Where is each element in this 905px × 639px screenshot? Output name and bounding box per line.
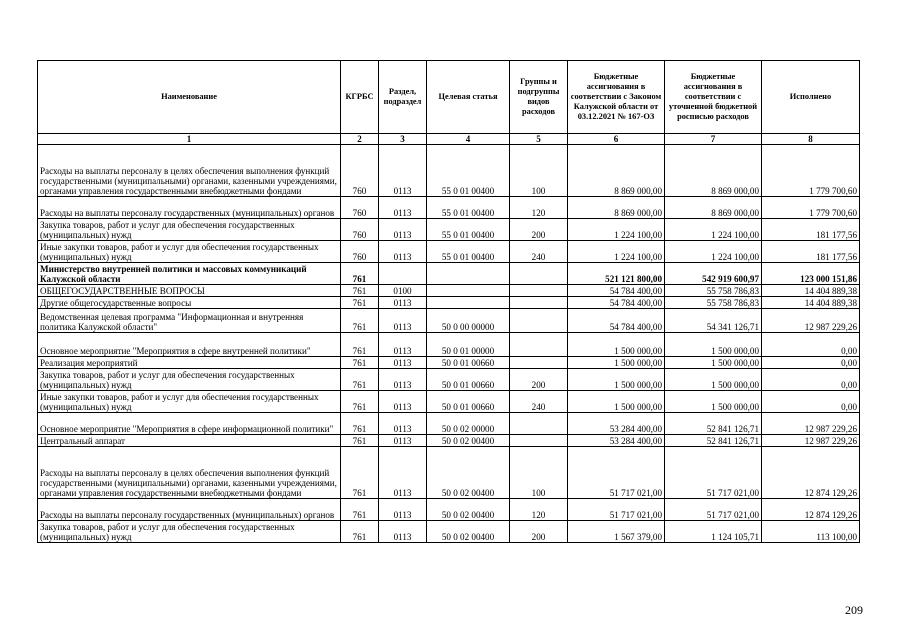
table-row	[38, 309, 860, 333]
law-allocation-cell: 53 284 400,00	[568, 435, 665, 447]
table-row	[38, 241, 860, 263]
executed-cell: 12 874 129,26	[762, 499, 860, 521]
section-cell: 0113	[379, 309, 427, 333]
expense-group-cell: 100	[510, 447, 568, 499]
kgrbs-cell: 761	[341, 499, 379, 521]
target-article-cell: 50 0 02 00400	[427, 521, 510, 543]
law-allocation-cell: 1 224 100,00	[568, 219, 665, 241]
column-number: 5	[510, 134, 568, 145]
section-cell: 0113	[379, 521, 427, 543]
expense-group-cell: 100	[510, 145, 568, 197]
table-row	[38, 297, 860, 309]
law-allocation-cell: 1 500 000,00	[568, 369, 665, 391]
kgrbs-cell: 761	[341, 333, 379, 357]
revised-allocation-cell: 55 758 786,83	[665, 297, 762, 309]
row-name-cell: Иные закупки товаров, работ и услуг для обеспечения государственных (муниципальных) нужд	[38, 391, 341, 413]
section-cell: 0113	[379, 145, 427, 197]
table-body	[38, 145, 860, 543]
column-number: 3	[379, 134, 427, 145]
expense-group-cell	[510, 297, 568, 309]
target-article-cell	[427, 285, 510, 297]
row-name-cell: Реализация мероприятий	[38, 357, 341, 369]
table-row	[38, 369, 860, 391]
header-law-allocations: Бюджетные ассигнования в соответствии с Законом Калужской области от 03.12.2021 № 167-ОЗ	[568, 61, 665, 134]
kgrbs-cell: 761	[341, 521, 379, 543]
kgrbs-cell: 761	[341, 435, 379, 447]
expense-group-cell: 240	[510, 391, 568, 413]
kgrbs-cell: 761	[341, 297, 379, 309]
expense-group-cell: 200	[510, 219, 568, 241]
executed-cell: 0,00	[762, 357, 860, 369]
row-name-cell: Расходы на выплаты персоналу государственных (муниципальных) органов	[38, 499, 341, 521]
header-name: Наименование	[38, 61, 341, 134]
executed-cell: 1 779 700,60	[762, 145, 860, 197]
target-article-cell: 50 0 01 00000	[427, 333, 510, 357]
law-allocation-cell: 1 500 000,00	[568, 357, 665, 369]
target-article-cell: 55 0 01 00400	[427, 197, 510, 219]
executed-cell: 181 177,56	[762, 219, 860, 241]
row-name-cell: Ведомственная целевая программа "Информационная и внутренняя политика Калужской области"	[38, 309, 341, 333]
law-allocation-cell: 8 869 000,00	[568, 145, 665, 197]
kgrbs-cell: 760	[341, 145, 379, 197]
table-row	[38, 285, 860, 297]
target-article-cell: 50 0 02 00400	[427, 447, 510, 499]
section-cell: 0113	[379, 241, 427, 263]
kgrbs-cell: 761	[341, 391, 379, 413]
row-name-cell: Основное мероприятие "Мероприятия в сфере внутренней политики"	[38, 333, 341, 357]
executed-cell: 181 177,56	[762, 241, 860, 263]
revised-allocation-cell: 55 758 786,83	[665, 285, 762, 297]
section-cell: 0113	[379, 369, 427, 391]
law-allocation-cell: 53 284 400,00	[568, 413, 665, 435]
revised-allocation-cell: 1 224 100,00	[665, 219, 762, 241]
kgrbs-cell: 761	[341, 309, 379, 333]
expense-group-cell	[510, 309, 568, 333]
row-name-cell: Иные закупки товаров, работ и услуг для обеспечения государственных (муниципальных) нужд	[38, 241, 341, 263]
table-row	[38, 447, 860, 499]
law-allocation-cell: 51 717 021,00	[568, 447, 665, 499]
header-target-article: Целевая статья	[427, 61, 510, 134]
expense-group-cell	[510, 285, 568, 297]
revised-allocation-cell: 1 500 000,00	[665, 369, 762, 391]
law-allocation-cell: 521 121 800,00	[568, 263, 665, 285]
row-name-cell: Расходы на выплаты персоналу государственных (муниципальных) органов	[38, 197, 341, 219]
executed-cell: 12 987 229,26	[762, 435, 860, 447]
executed-cell: 1 779 700,60	[762, 197, 860, 219]
law-allocation-cell: 1 500 000,00	[568, 333, 665, 357]
law-allocation-cell: 1 500 000,00	[568, 391, 665, 413]
table-row	[38, 521, 860, 543]
executed-cell: 14 404 889,38	[762, 297, 860, 309]
section-cell: 0113	[379, 333, 427, 357]
section-cell: 0113	[379, 391, 427, 413]
kgrbs-cell: 761	[341, 285, 379, 297]
header-revised-allocations: Бюджетные ассигнования в соответствии с уточненной бюджетной росписью расходов	[665, 61, 762, 134]
revised-allocation-cell: 8 869 000,00	[665, 197, 762, 219]
target-article-cell: 50 0 02 00000	[427, 413, 510, 435]
revised-allocation-cell: 54 341 126,71	[665, 309, 762, 333]
executed-cell: 12 874 129,26	[762, 447, 860, 499]
target-article-cell: 50 0 01 00660	[427, 357, 510, 369]
table-row	[38, 219, 860, 241]
column-number: 2	[341, 134, 379, 145]
section-cell: 0113	[379, 357, 427, 369]
section-cell: 0113	[379, 197, 427, 219]
page-number: 209	[845, 603, 863, 617]
header-section: Раздел, подраздел	[379, 61, 427, 134]
section-cell: 0113	[379, 297, 427, 309]
law-allocation-cell: 51 717 021,00	[568, 499, 665, 521]
target-article-cell: 50 0 02 00400	[427, 435, 510, 447]
header-expense-group: Группы и подгруппы видов расходов	[510, 61, 568, 134]
law-allocation-cell: 1 567 379,00	[568, 521, 665, 543]
target-article-cell: 55 0 01 00400	[427, 145, 510, 197]
table-row	[38, 391, 860, 413]
target-article-cell: 50 0 01 00660	[427, 391, 510, 413]
table-row	[38, 197, 860, 219]
expense-group-cell	[510, 263, 568, 285]
revised-allocation-cell: 1 124 105,71	[665, 521, 762, 543]
revised-allocation-cell: 1 500 000,00	[665, 333, 762, 357]
row-name-cell: Закупка товаров, работ и услуг для обеспечения государственных (муниципальных) нужд	[38, 219, 341, 241]
row-name-cell: Основное мероприятие "Мероприятия в сфере информационной политики"	[38, 413, 341, 435]
revised-allocation-cell: 1 224 100,00	[665, 241, 762, 263]
expense-group-cell: 120	[510, 197, 568, 219]
expense-group-cell	[510, 333, 568, 357]
target-article-cell: 50 0 00 00000	[427, 309, 510, 333]
section-cell: 0100	[379, 285, 427, 297]
revised-allocation-cell: 52 841 126,71	[665, 435, 762, 447]
budget-table	[37, 60, 860, 543]
section-cell: 0113	[379, 219, 427, 241]
law-allocation-cell: 8 869 000,00	[568, 197, 665, 219]
column-number-row	[38, 134, 860, 145]
revised-allocation-cell: 51 717 021,00	[665, 499, 762, 521]
table-row	[38, 333, 860, 357]
expense-group-cell	[510, 413, 568, 435]
revised-allocation-cell: 51 717 021,00	[665, 447, 762, 499]
executed-cell: 12 987 229,26	[762, 309, 860, 333]
header-row	[38, 61, 860, 134]
law-allocation-cell: 54 784 400,00	[568, 309, 665, 333]
target-article-cell: 50 0 02 00400	[427, 499, 510, 521]
kgrbs-cell: 761	[341, 413, 379, 435]
kgrbs-cell: 760	[341, 197, 379, 219]
header-executed: Исполнено	[762, 61, 860, 134]
target-article-cell: 55 0 01 00400	[427, 241, 510, 263]
row-name-cell: Закупка товаров, работ и услуг для обеспечения государственных (муниципальных) нужд	[38, 369, 341, 391]
revised-allocation-cell: 1 500 000,00	[665, 391, 762, 413]
kgrbs-cell: 761	[341, 357, 379, 369]
kgrbs-cell: 761	[341, 263, 379, 285]
revised-allocation-cell: 8 869 000,00	[665, 145, 762, 197]
law-allocation-cell: 54 784 400,00	[568, 285, 665, 297]
executed-cell: 0,00	[762, 391, 860, 413]
table-row	[38, 145, 860, 197]
expense-group-cell	[510, 357, 568, 369]
table-row	[38, 263, 860, 285]
row-name-cell: Центральный аппарат	[38, 435, 341, 447]
law-allocation-cell: 54 784 400,00	[568, 297, 665, 309]
row-name-cell: Другие общегосударственные вопросы	[38, 297, 341, 309]
kgrbs-cell: 760	[341, 241, 379, 263]
table-row	[38, 499, 860, 521]
table-row	[38, 413, 860, 435]
revised-allocation-cell: 52 841 126,71	[665, 413, 762, 435]
kgrbs-cell: 761	[341, 369, 379, 391]
executed-cell: 0,00	[762, 333, 860, 357]
column-number: 1	[38, 134, 341, 145]
section-cell: 0113	[379, 435, 427, 447]
target-article-cell	[427, 297, 510, 309]
header-kgrbs: КГРБС	[341, 61, 379, 134]
expense-group-cell: 200	[510, 369, 568, 391]
kgrbs-cell: 760	[341, 219, 379, 241]
expense-group-cell: 120	[510, 499, 568, 521]
row-name-cell: Министерство внутренней политики и массовых коммуникаций Калужской области	[38, 263, 341, 285]
table-row	[38, 435, 860, 447]
section-cell	[379, 263, 427, 285]
expense-group-cell: 240	[510, 241, 568, 263]
executed-cell: 123 000 151,86	[762, 263, 860, 285]
executed-cell: 113 100,00	[762, 521, 860, 543]
executed-cell: 0,00	[762, 369, 860, 391]
row-name-cell: ОБЩЕГОСУДАРСТВЕННЫЕ ВОПРОСЫ	[38, 285, 341, 297]
row-name-cell: Расходы на выплаты персоналу в целях обеспечения выполнения функций государственными (муниципальными) органами, казенными учреждениями, органами управления государственными внебюджетными фондами	[38, 145, 341, 197]
section-cell: 0113	[379, 499, 427, 521]
row-name-cell: Расходы на выплаты персоналу в целях обеспечения выполнения функций государственными (муниципальными) органами, казенными учреждениями, органами управления государственными внебюджетными фондами	[38, 447, 341, 499]
target-article-cell: 50 0 01 00660	[427, 369, 510, 391]
column-number: 7	[665, 134, 762, 145]
target-article-cell	[427, 263, 510, 285]
target-article-cell: 55 0 01 00400	[427, 219, 510, 241]
revised-allocation-cell: 1 500 000,00	[665, 357, 762, 369]
row-name-cell: Закупка товаров, работ и услуг для обеспечения государственных (муниципальных) нужд	[38, 521, 341, 543]
section-cell: 0113	[379, 413, 427, 435]
kgrbs-cell: 761	[341, 447, 379, 499]
revised-allocation-cell: 542 919 600,97	[665, 263, 762, 285]
expense-group-cell: 200	[510, 521, 568, 543]
expense-group-cell	[510, 435, 568, 447]
executed-cell: 12 987 229,26	[762, 413, 860, 435]
column-number: 8	[762, 134, 860, 145]
column-number: 4	[427, 134, 510, 145]
table-row	[38, 357, 860, 369]
section-cell: 0113	[379, 447, 427, 499]
executed-cell: 14 404 889,38	[762, 285, 860, 297]
column-number: 6	[568, 134, 665, 145]
law-allocation-cell: 1 224 100,00	[568, 241, 665, 263]
